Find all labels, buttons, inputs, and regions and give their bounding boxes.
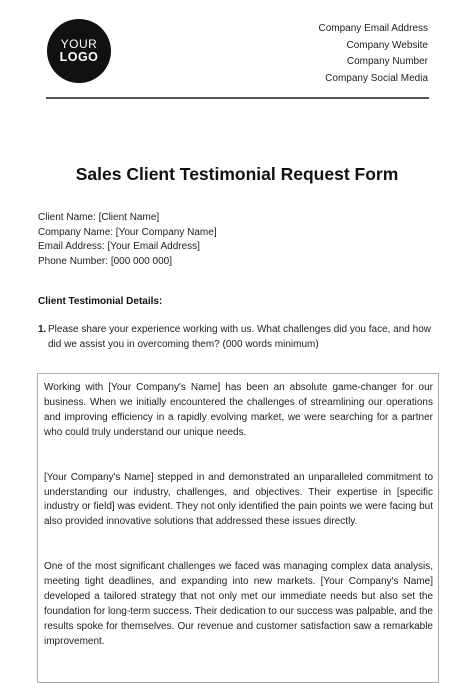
header-divider [46,97,429,99]
answer-textbox[interactable] [37,373,439,683]
company-website: Company Website [346,39,428,51]
question-number: 1. [38,324,47,335]
company-social: Company Social Media [325,72,428,84]
answer-paragraph: Working with [Your Company's Name] has been an absolute game-changer for our business. When we initially encountered the challenges of streamlining our operations and improving efficiency in a rapidly evolving market, we were searching for a partner who could truly understand our unique needs. [44,382,433,438]
phone-number-line: Phone Number: [000 000 000] [38,255,172,267]
company-contact-block [319,21,429,87]
company-logo [47,19,111,83]
document-title: Sales Client Testimonial Request Form [75,164,399,184]
section-heading: Client Testimonial Details: [38,296,163,307]
company-number: Company Number [346,56,428,67]
question-text: Please share your experience working with us. What challenges did you face, and how did we assist you in overcoming them? (000 words minimum) [48,324,431,350]
email-address-line: Email Address: [Your Email Address] [38,241,200,252]
logo-text-top: YOUR [60,37,98,52]
answer-paragraph: One of the most significant challenges we faced was managing complex data analysis, meeting tight deadlines, and expanding into new markets. [Your Company's Name] developed a tailored strategy that not only met our immediate needs but also set the foundation for long-term success. Their dedication to our success was palpable, and the results spoke for themselves. Our revenue and customer satisfaction saw a remarkable improvement. [44,561,433,647]
client-info-block [38,211,217,269]
question-item [38,323,438,352]
logo-text-bottom: LOGO [59,49,99,64]
company-name-line: Company Name: [Your Company Name] [38,226,217,238]
client-name-line: Client Name: [Client Name] [38,212,160,223]
answer-paragraph: [Your Company's Name] stepped in and demonstrated an unparalleled commitment to understanding our industry, challenges, and objectives. Their expertise in [specific industry or field] was evident. They not only identified the pain points we were facing but also provided innovative solutions that addressed these issues directly. [44,471,433,528]
company-email: Company Email Address [318,23,428,34]
